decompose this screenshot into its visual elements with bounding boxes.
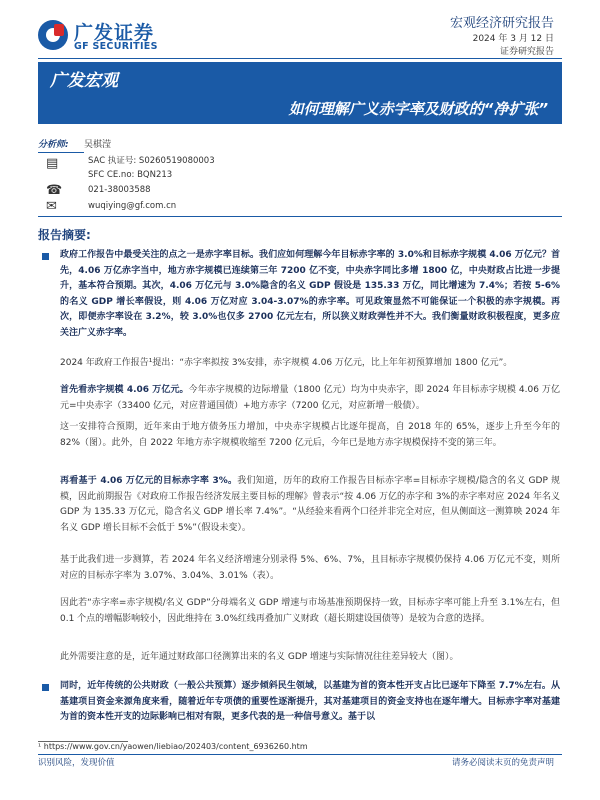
footer-slogan: 识别风险，发现价值 [38,758,115,768]
author-section-divider [38,216,562,217]
abstract-paragraph-2: 2024 年政府工作报告¹提出：“赤字率拟按 3%安排，赤字规模 4.06 万亿元，比上年年初预算增加 1800 亿元”。 [60,358,513,368]
paragraph-lead: 再看基于 4.06 万亿元的目标赤字率 3%。 [60,476,238,486]
mail-icon: ✉ [46,199,57,214]
header-divider [38,58,562,59]
title-banner [38,62,562,124]
company-logo [38,18,168,54]
abstract-paragraph-9: 同时，近年传统的公共财政（一般公共预算）逐步倾斜民生领域，以基建为首的资本性开支占比已逐年下降至 7.7%左右。从基建项目资金来源角度来看，随着近年专项债的重要性逐渐提升，其对基建项目的资金支持也在逐年增大。目标赤字率对基建为首的资本性开支的边际影响已相对有限，更多代表的是一种信号意义。基于以 [60,681,560,722]
abstract-paragraph-5 [60,474,560,536]
abstract-paragraph-6: 基于此我们进一步测算，若 2024 年名义经济增速分别录得 5%、6%、7%，且目标赤字规模仍保持 4.06 万亿元不变，则所对应的目标赤字率为 3.07%、3.04%、3.01%（表）。 [60,555,560,581]
id-card-icon: ▤ [46,156,59,171]
footer-divider [38,754,562,755]
report-dept: 证券研究报告 [499,47,554,57]
abstract-paragraph-7: 因此若“赤字率=赤字规模/名义 GDP”分母端名义 GDP 增速与市场基准预期保持一致，目标赤字率可能上升至 3.1%左右，但 0.1 个点的增幅影响较小，因此维持在 3.0%红线再叠加广义财政（超长期建设国债等）是较为合意的选择。 [60,598,560,624]
abstract-paragraph-1: 政府工作报告中最受关注的点之一是赤字率目标。我们应如何理解今年目标赤字率的 3.0%和目标赤字规模 4.06 万亿元？首先，4.06 万亿赤字当中，地方赤字规模已连续第三年 7200 亿不变，中央赤字同比多增 1800 亿，中央财政占比进一步提升，基本符合预期。其次，4.06 万亿元与 3.0%隐含的名义 GDP 假设是 135.33 万亿，同比增速为 7.4%；若按 5-6%的名义 GDP 增长率假设，则 4.06 万亿对应 3.04-3.07%的赤字率。可见政策显然不可能保证一个积极的赤字规模。再次，即便赤字率设在 3.2%，较 3.0%也仅多 2700 亿元左右，所以狭义财政弹性并不大。我们衡量财政积极程度，更多应关注广义赤字率。 [60,250,560,338]
phone-icon: ☎ [46,183,63,198]
abstract-paragraph-3 [60,383,560,414]
phone-number: 021-38003588 [88,185,151,195]
logo-text-cn: 广发证券 [74,22,155,44]
paragraph-body: 我们知道，历年的政府工作报告目标赤字率=目标赤字规模/隐含的名义 GDP 规模，因此前期报告《对政府工作报告经济发展主要目标的理解》曾表示“按 4.06 万亿的赤字和 3%的赤字率对应 2024 年名义 GDP 为 135.33 万亿元，隐含名义 GDP 增长率 7.4%”。“从经验来看两个口径并非完全对应，但从侧面这一测算映 2024 年名义 GDP 增长目标不会低于 5%”（假设未变）。 [60,476,560,533]
author-divider [38,152,84,153]
abstract-title: 报告摘要: [38,228,91,242]
report-type: 宏观经济研究报告 [449,16,554,31]
email-address[interactable]: wuqiying@gf.com.cn [88,201,177,211]
footer-disclaimer: 请务必阅读末页的免责声明 [451,758,554,768]
footnote-link[interactable]: ¹ https://www.gov.cn/yaowen/liebiao/202403/content_6936260.htm [38,742,308,751]
report-date: 2024 年 3 月 12 日 [472,34,554,44]
abstract-paragraph-4: 这一安排符合预期，近年来由于地方债务压力增加，中央赤字规模占比逐年提高，自 2018 年的 65%，逐步上升至今年的 82%（图）。此外，自 2022 年地方赤字规模收缩至 7200 亿元后，今年已是地方赤字规模保持不变的第三年。 [60,422,560,448]
sac-number: SAC 执证号: S0260519080003 [88,156,215,166]
abstract-paragraph-8: 此外需要注意的是，近年通过财政部口径测算出来的名义 GDP 增速与实际情况往往差异较大（图）。 [60,652,459,662]
paragraph-body: 今年赤字规模的边际增量（1800 亿元）均为中央赤字，即 2024 年目标赤字规模 4.06 万亿元=中央赤字（33400 亿元，对应普通国债）+地方赤字（7200 亿元，对应新增一般债）。 [60,385,560,411]
bullet-marker [42,684,49,691]
logo-icon [38,20,68,50]
analyst-label: 分析师: [38,140,69,150]
paragraph-lead: 首先看赤字规模 4.06 万亿元。 [60,385,189,395]
report-title: 如何理解广义赤字率及财政的“净扩张” [288,100,548,118]
bullet-marker [42,253,49,260]
analyst-name: 吴棋滢 [84,140,112,150]
logo-text-en: GF SECURITIES [74,41,158,52]
section-title: 广发宏观 [50,71,118,91]
sfc-number: SFC CE.no: BQN213 [88,170,173,180]
